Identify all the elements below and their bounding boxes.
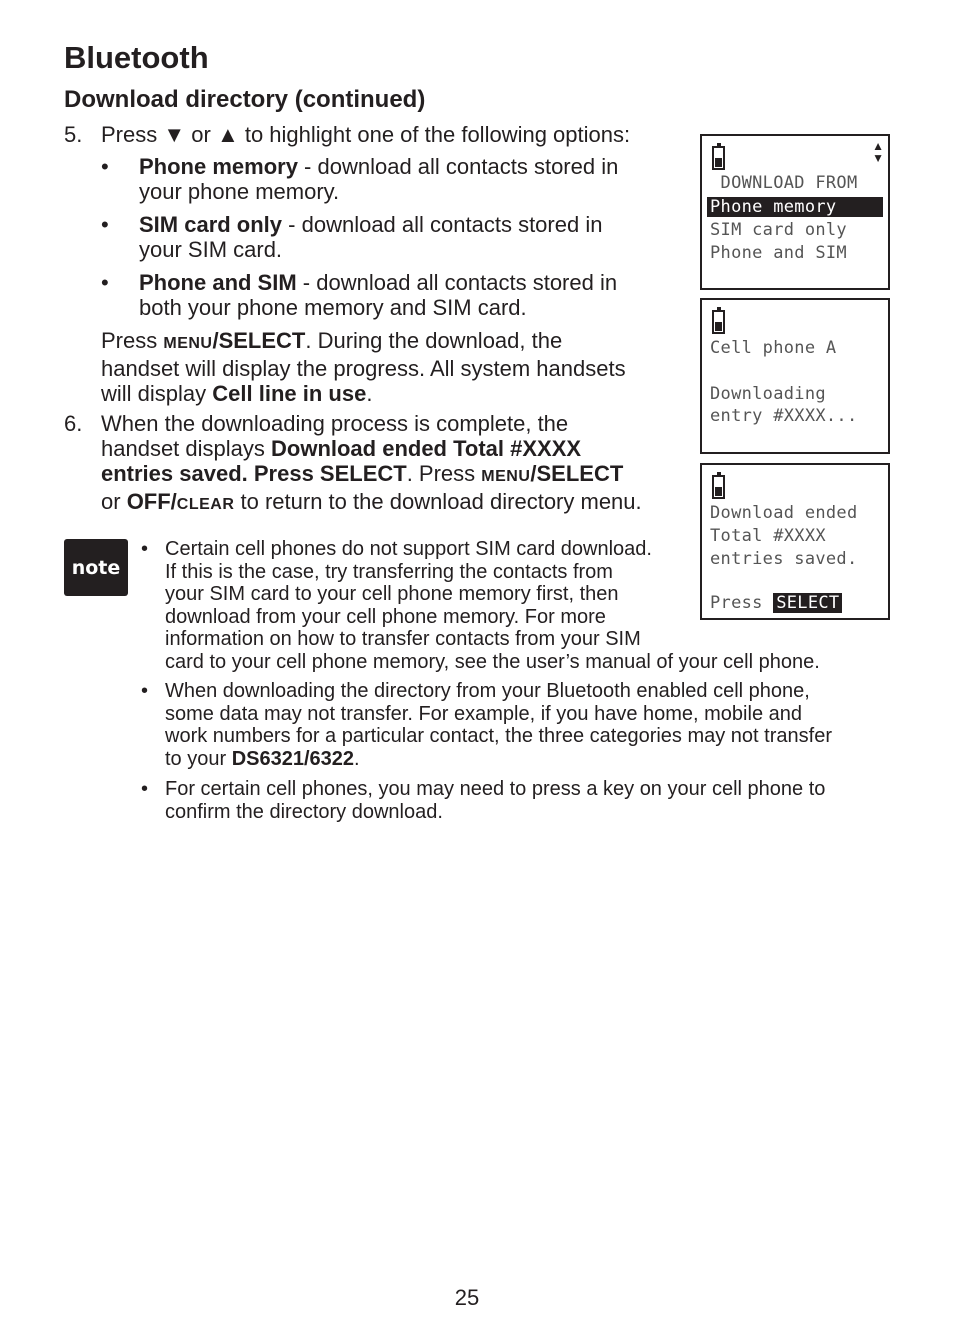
screen-line: Total #XXXX <box>710 526 826 546</box>
screen-title: DOWNLOAD FROM <box>710 173 858 193</box>
screen-line: entry #XXXX... <box>710 406 858 426</box>
bullet-dot: • <box>101 212 109 237</box>
page-number: 25 <box>454 1285 480 1310</box>
screen-option: Phone and SIM <box>710 243 847 263</box>
screen-line: Cell phone A <box>710 338 837 358</box>
screen-option-highlighted: Phone memory <box>707 197 883 217</box>
note-item-data-transfer: When downloading the directory from your Bluetooth enabled cell phone, some data may not transfer. For example, if you have home, mobile and work numbers for a particular contact, the three categories may not transfer to your DS6321/6322. <box>165 680 832 770</box>
step-5-intro: Press ▼ or ▲ to highlight one of the following options: <box>101 122 631 147</box>
battery-icon <box>712 475 725 499</box>
note-bullet: • <box>141 778 149 800</box>
step-6-text: When the downloading process is complete, the handset displays Download ended Total #XXXX entries saved. Press SELECT. Press MENU/SELECT or OFF/CLEAR to return to the download directory menu. <box>101 411 642 514</box>
select-softkey: SELECT <box>773 593 842 613</box>
step-6-number: 6. <box>64 411 83 436</box>
step-5-press-instructions: Press MENU/SELECT. During the download, the handset will display the progress. All system handsets will display Cell line in use. <box>101 328 626 406</box>
note-item-confirm-key: For certain cell phones, you may need to press a key on your cell phone to confirm the directory download. <box>165 778 826 823</box>
down-arrow-icon: ▼ <box>163 122 186 147</box>
bullet-dot: • <box>101 270 109 295</box>
handset-screen-downloading <box>700 298 890 454</box>
bullet-dot: • <box>101 154 109 179</box>
handset-screen-download-from <box>700 134 890 290</box>
handset-screen-download-ended <box>700 463 890 620</box>
screen-line: Downloading <box>710 384 826 404</box>
option-phone-and-sim: Phone and SIM - download all contacts stored in both your phone memory and SIM card. <box>139 270 618 320</box>
note-bullet: • <box>141 538 149 560</box>
section-subheading: Download directory (continued) <box>64 86 426 113</box>
option-phone-memory: Phone memory - download all contacts stored in your phone memory. <box>139 154 619 204</box>
scroll-arrows-icon: ▲ ▼ <box>872 139 884 165</box>
note-bullet: • <box>141 680 149 702</box>
page-heading: Bluetooth <box>64 40 209 75</box>
note-item-sim-support: Certain cell phones do not support SIM card download. If this is the case, try transferring the contacts from your SIM card to your cell phone memory first, then download from your cell phone memory. For more information on how to transfer contacts from your SIM card to your cell phone memory, see the user’s manual of your cell phone. <box>165 538 820 673</box>
screen-option: SIM card only <box>710 220 847 240</box>
battery-icon <box>712 146 725 170</box>
note-badge: note <box>64 539 128 596</box>
step-5-number: 5. <box>64 122 83 147</box>
battery-icon <box>712 310 725 334</box>
screen-line: entries saved. <box>710 549 858 569</box>
option-sim-card-only: SIM card only - download all contacts stored in your SIM card. <box>139 212 603 262</box>
screen-line: Download ended <box>710 503 858 523</box>
screen-press-line: Press SELECT <box>710 593 842 613</box>
up-arrow-icon: ▲ <box>216 122 239 147</box>
